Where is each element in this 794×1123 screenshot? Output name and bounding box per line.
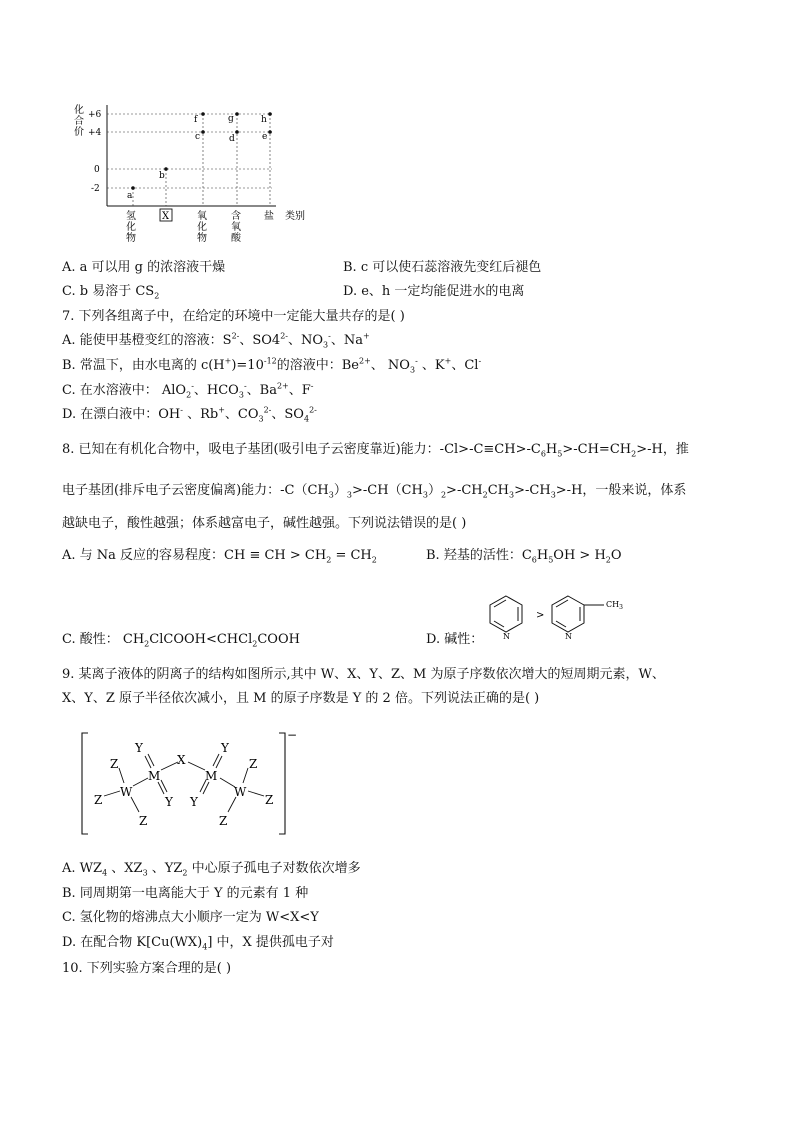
- y-tick-minus2: -2: [91, 184, 100, 194]
- q8-option-a: [62, 547, 377, 565]
- y-tick-plus6: +6: [88, 110, 102, 120]
- valence-chart: [60, 95, 320, 250]
- sub: 3: [238, 390, 244, 400]
- q6-option-a: A. a 可以用 g 的浓溶液干燥: [62, 260, 226, 275]
- q9-option-a: [62, 860, 361, 878]
- q8-option-b: [426, 547, 622, 565]
- sup: -: [478, 356, 482, 366]
- y-tick-0: 0: [94, 165, 100, 175]
- sub: 2: [182, 868, 188, 878]
- xcat-oxide-3: 物: [197, 233, 207, 244]
- q8-text: 8. 已知在有机化合物中，吸电子基团(吸引电子云密度靠近)能力：-Cl>-C≡CH>-C: [62, 442, 541, 457]
- q7-c-text: 、HCO: [193, 383, 239, 398]
- sup: -: [310, 381, 314, 391]
- q8-text: ClCOOH<CHCl: [149, 632, 253, 647]
- q7-c-text: C. 在水溶液中： AlO: [62, 383, 187, 398]
- sub: 2: [326, 555, 332, 565]
- sub: 2: [144, 639, 150, 649]
- charge: −: [287, 730, 298, 742]
- sup: -: [415, 356, 418, 366]
- sub: 5: [557, 449, 563, 459]
- atom-m: M: [205, 769, 218, 783]
- pyridine-ring: [490, 596, 522, 632]
- sup: 2+: [359, 356, 371, 366]
- q9-option-c: C. 氢化物的熔沸点大小顺序一定为 W<X<Y: [62, 910, 319, 925]
- left-bracket: [82, 733, 88, 834]
- label-b: b: [159, 171, 165, 181]
- xcat-hydride-1: 氢: [126, 211, 136, 222]
- q7-a-text: 、SO4: [239, 333, 281, 348]
- gt-sign: >: [536, 610, 545, 621]
- q8-text: B. 羟基的活性：C: [426, 548, 532, 563]
- xcat-hydride-2: 化: [126, 222, 136, 233]
- xcat-oxyacid-2: 氧: [231, 222, 241, 233]
- atom-y: Y: [165, 795, 173, 809]
- point-h: [268, 112, 272, 116]
- sub: 3: [328, 490, 334, 500]
- sup: -12: [263, 356, 277, 366]
- right-bracket: [279, 733, 285, 834]
- q7-option-d: [62, 406, 317, 424]
- sub: 3: [409, 365, 416, 375]
- q8-text: ）: [333, 483, 347, 498]
- xcat-oxyacid-3: 酸: [231, 233, 241, 244]
- pyridine-structures: [486, 592, 646, 644]
- q8-text: >-CH（CH: [351, 483, 423, 498]
- q8-text: CH: [487, 483, 510, 498]
- q8-text: >-CH=CH: [562, 442, 632, 457]
- q9-option-b: B. 同周期第一电离能大于 Y 的元素有 1 种: [62, 886, 309, 901]
- xcat-hydride-3: 物: [126, 233, 136, 244]
- label-e: e: [262, 132, 268, 142]
- q7-option-c: [62, 382, 313, 400]
- sup: 2+: [276, 381, 289, 391]
- y-axis-title-2: 合: [74, 116, 84, 127]
- q8-text: O: [610, 548, 622, 563]
- sub: 3: [509, 490, 515, 500]
- q8-text: H: [536, 548, 549, 563]
- q9-stem-line2: X、Y、Z 原子半径依次减小，且 M 的原子序数是 Y 的 2 倍。下列说法正确的是( ): [62, 691, 540, 706]
- sup: +: [444, 356, 452, 366]
- xcat-oxyacid-1: 含: [231, 211, 241, 222]
- sub: 3: [346, 490, 352, 500]
- atom-z: Z: [139, 814, 148, 828]
- q8-text: = CH: [331, 548, 372, 563]
- point-g: [235, 112, 239, 116]
- sub: 3: [142, 868, 148, 878]
- atom-x: X: [177, 753, 186, 767]
- q7-d-text: 、CO: [224, 407, 259, 422]
- atom-z: Z: [110, 757, 119, 771]
- sub: 3: [550, 490, 556, 500]
- q8-text: COOH: [257, 632, 300, 647]
- sup: 2-: [309, 405, 317, 415]
- sup: 2-: [280, 331, 288, 341]
- q6-option-c: [62, 283, 159, 301]
- point-f: [201, 112, 205, 116]
- sup: -: [243, 381, 247, 391]
- sub: 6: [531, 555, 537, 565]
- q7-option-a: [62, 332, 370, 350]
- q10-stem: 10. 下列实验方案合理的是( ): [62, 961, 232, 976]
- anion-structure: [76, 730, 306, 838]
- sub: 3: [422, 490, 428, 500]
- q7-d-text: D. 在漂白液中：OH: [62, 407, 181, 422]
- sup: -: [328, 331, 331, 341]
- sub: 5: [548, 555, 554, 565]
- sub: 2: [631, 449, 637, 459]
- sub: 3: [323, 340, 329, 350]
- sub: 2: [371, 555, 377, 565]
- q7-a-text: 、NO: [288, 333, 324, 348]
- atom-w: W: [234, 785, 247, 799]
- sub: 2: [605, 555, 611, 565]
- q9-text: ] 中，X 提供孤电子对: [207, 935, 334, 950]
- atom-w: W: [120, 785, 133, 799]
- sub: 2: [482, 490, 488, 500]
- atom-z: Z: [94, 793, 103, 807]
- label-g: g: [228, 114, 234, 124]
- q6-c-text: C. b 易溶于 CS: [62, 284, 155, 299]
- q9-text: 中心原子孤电子对数依次增多: [187, 861, 361, 876]
- methyl-label: $CH_3$: [606, 600, 623, 611]
- q8-stem-line1: [62, 441, 689, 459]
- q9-stem-line1: 9. 某离子液体的阴离子的结构如图所示,其中 W、X、Y、Z、M 为原子序数依次增大的短周期元素，W、: [62, 667, 665, 682]
- sup: -: [191, 381, 194, 391]
- y-axis-title-3: 价: [74, 127, 84, 138]
- q8-stem-line3: 越缺电子，酸性越强；体系越富电子，碱性越强。下列说法错误的是( ): [62, 516, 467, 531]
- atoms: [94, 741, 273, 828]
- q7-a-text: A. 能使甲基橙变红的溶液：S: [62, 333, 232, 348]
- q8-option-c: [62, 631, 300, 649]
- q7-d-text: 、Rb: [182, 407, 219, 422]
- sub: 4: [102, 868, 108, 878]
- q7-b-text: 、K: [417, 358, 445, 373]
- point-e: [268, 130, 272, 134]
- sup: 2-: [263, 405, 272, 415]
- label-c: c: [195, 132, 201, 142]
- label-a: a: [127, 191, 133, 201]
- q6-option-b: B. c 可以使石蕊溶液先变红后褪色: [343, 260, 542, 275]
- sub: 2: [252, 639, 258, 649]
- point-c: [201, 130, 205, 134]
- xcat-oxide-2: 化: [197, 222, 207, 233]
- q7-b-text: 、 NO: [370, 358, 410, 373]
- pyridine-n: N: [503, 632, 510, 641]
- sup: +: [362, 331, 370, 341]
- y-tick-plus4: +4: [88, 128, 102, 138]
- q8-text: OH > H: [553, 548, 606, 563]
- q8-text: >-H，推: [636, 442, 689, 457]
- q6-option-d: D. e、h 一定均能促进水的电离: [343, 284, 525, 299]
- sub: 6: [540, 449, 546, 459]
- sub: 4: [303, 414, 310, 424]
- q7-a-text: 、Na: [330, 333, 363, 348]
- q8-text: >-CH: [514, 483, 551, 498]
- point-d: [235, 130, 239, 134]
- q8-text: A. 与 Na 反应的容易程度：CH ≡ CH > CH: [62, 548, 327, 563]
- q7-c-text: 、Ba: [246, 383, 277, 398]
- q7-option-b: [62, 357, 481, 375]
- q7-b-text: 的溶液中：Be: [276, 358, 359, 373]
- q7-c-text: 、F: [288, 383, 311, 398]
- methylpyridine-ring: [552, 596, 604, 632]
- label-d: d: [229, 134, 235, 144]
- sup: 2-: [231, 331, 240, 341]
- atom-y: Y: [135, 741, 143, 755]
- q7-b-text: )=10: [231, 358, 264, 373]
- sup: +: [218, 405, 225, 415]
- point-a: [131, 186, 135, 190]
- sub: 3: [258, 414, 264, 424]
- atom-z: Z: [219, 814, 228, 828]
- xcat-salt: 盐: [264, 211, 274, 222]
- atom-z: Z: [265, 793, 274, 807]
- sub: 2: [186, 390, 192, 400]
- xcat-x: X: [162, 211, 170, 222]
- q9-text: 、YZ: [147, 861, 183, 876]
- q8-text: >-H，一般来说，体系: [555, 483, 687, 498]
- q8-text: ）: [427, 483, 441, 498]
- methylpyridine-n: N: [565, 632, 572, 641]
- q9-text: A. WZ: [62, 861, 103, 876]
- q9-text: 、XZ: [107, 861, 143, 876]
- q8-text: H: [545, 442, 558, 457]
- y-axis-title-1: 化: [74, 105, 84, 116]
- sub: 2: [440, 490, 447, 500]
- q8-stem-line2: [62, 482, 686, 500]
- sup: -: [180, 405, 183, 415]
- q8-text: C. 酸性： CH: [62, 632, 145, 647]
- atom-z: Z: [249, 757, 258, 771]
- q8-option-d: D. 碱性：: [426, 632, 484, 647]
- atom-m: M: [148, 769, 161, 783]
- sup: +: [224, 356, 232, 366]
- atom-y: Y: [190, 795, 198, 809]
- atom-y: Y: [221, 741, 229, 755]
- q8-text: >-CH: [446, 483, 483, 498]
- q9-option-d: [62, 934, 334, 952]
- q7-stem: 7. 下列各组离子中，在给定的环境中一定能大量共存的是( ): [62, 309, 405, 324]
- q7-b-text: 、Cl: [451, 358, 479, 373]
- sub: 4: [202, 942, 208, 952]
- x-axis-title: 类别: [285, 211, 305, 222]
- q9-text: D. 在配合物 K[Cu(WX): [62, 935, 203, 950]
- label-f: f: [194, 115, 198, 125]
- label-h: h: [261, 115, 267, 125]
- q8-text: 电子基团(排斥电子云密度偏离)能力：-C（CH: [62, 483, 329, 498]
- q7-d-text: 、SO: [271, 407, 304, 422]
- q6-c-sub: 2: [154, 291, 160, 301]
- q7-b-text: B. 常温下，由水电离的 c(H: [62, 358, 225, 373]
- xcat-oxide-1: 氧: [197, 211, 207, 222]
